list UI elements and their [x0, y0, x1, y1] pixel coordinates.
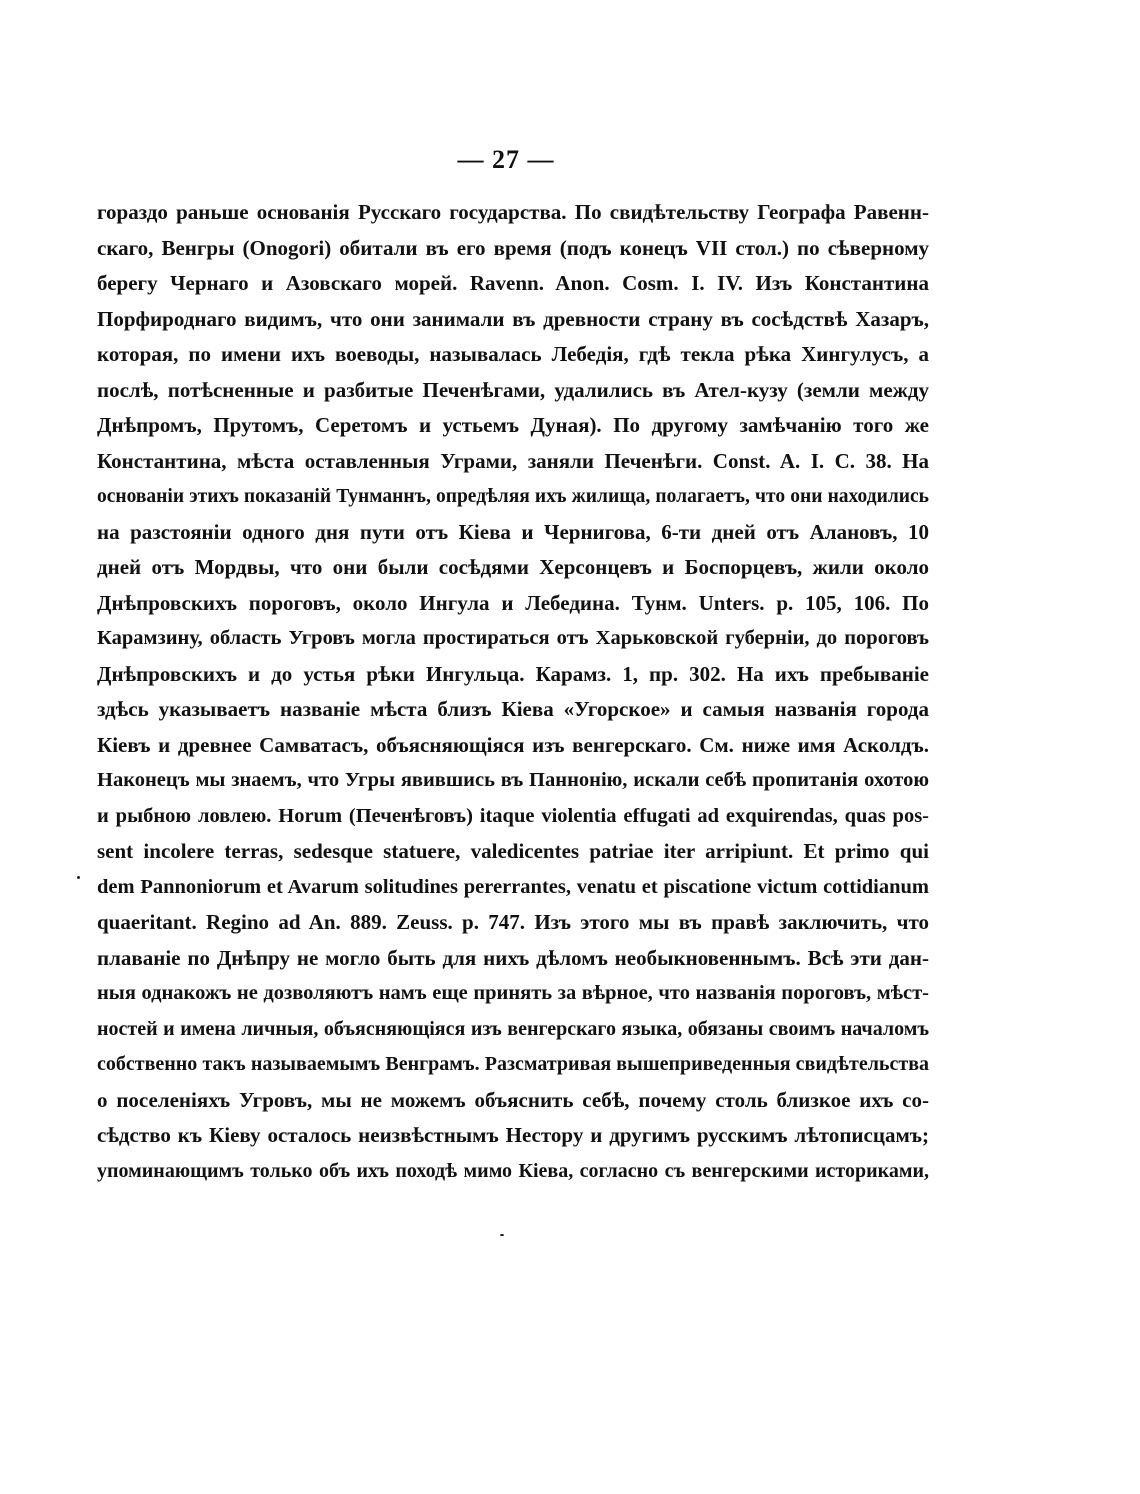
- text-line: Порфироднаго видимъ, что они занимали въ древности страну въ сосѣдствѣ Хазаръ,: [97, 306, 929, 331]
- text-line: sent incolere terras, sedesque statuere, valedicentes patriae iter arripiunt. Et primo qui: [97, 839, 929, 863]
- text-line: ныя однакожъ не дозволяютъ намъ еще принять за вѣрное, что названія пороговъ, мѣст-: [97, 982, 929, 1004]
- text-line: которая, по имени ихъ воеводы, называлась Лебедія, гдѣ текла рѣка Хингулусъ, а: [97, 342, 929, 366]
- text-line: dem Pannoniorum et Avarum solitudines pererrantes, venatu et piscatione victum cottidianum: [97, 875, 929, 898]
- text-line: Наконецъ мы знаемъ, что Угры явившись въ Паннонію, искали себѣ пропитанія охотою: [97, 769, 929, 791]
- text-line: на разстояніи одного дня пути отъ Кіева и Чернигова, 6-ти дней отъ Алановъ, 10: [97, 519, 929, 544]
- body-text: [97, 195, 929, 1189]
- text-line: здѣсь указываетъ названіе мѣста близъ Кіева «Угорское» и самыя названія города: [97, 697, 929, 721]
- text-line: о поселеніяхъ Угровъ, мы не можемъ объяснить себѣ, почему столь близкое ихъ со-: [97, 1087, 929, 1112]
- text-line: гораздо раньше основанія Русскаго государства. По свидѣтельству Географа Равенн-: [97, 200, 929, 224]
- text-line: Днѣпровскихъ и до устья рѣки Ингульца. Карамз. 1, пр. 302. На ихъ пребываніе: [97, 661, 929, 686]
- text-line: Днѣпровскихъ пороговъ, около Ингула и Лебедина. Тунм. Unters. p. 105, 106. По: [97, 590, 929, 615]
- text-line: скаго, Венгры (Onogori) обитали въ его время (подъ конецъ VII стол.) по сѣверному: [97, 235, 929, 260]
- text-line: Кіевъ и древнее Самватасъ, объясняющіяся изъ венгерскаго. См. ниже имя Асколдъ.: [97, 732, 929, 757]
- page-number: — 27 —: [457, 145, 555, 174]
- scan-mark: [77, 876, 80, 879]
- text-line: послѣ, потѣсненные и разбитые Печенѣгами, удалились въ Ател-кузу (земли между: [97, 377, 929, 402]
- text-line: собственно такъ называемымъ Венграмъ. Разсматривая вышеприведенныя свидѣтельства: [97, 1053, 929, 1075]
- text-line: ностей и имена личныя, объясняющіяся изъ венгерскаго языка, обязаны своимъ началомъ: [97, 1017, 929, 1040]
- text-line: основаніи этихъ показаній Тунманнъ, опредѣляя ихъ жилища, полагаетъ, что они находились: [97, 486, 929, 507]
- text-line: плаваніе по Днѣпру не могло быть для нихъ дѣломъ необыкновеннымъ. Всѣ эти дан-: [97, 945, 929, 970]
- text-line: берегу Чернаго и Азовскаго морей. Ravenn. Anon. Cosm. I. IV. Изъ Константина: [97, 271, 929, 295]
- text-line: Днѣпромъ, Прутомъ, Серетомъ и устьемъ Дуная). По другому замѣчанію того же: [97, 413, 929, 437]
- text-line: и рыбною ловлею. Horum (Печенѣговъ) itaque violentia effugati ad exquirendas, quas pos-: [97, 804, 929, 827]
- text-line: Карамзину, область Угровъ могла простираться отъ Харьковской губерніи, до пороговъ: [97, 627, 929, 649]
- text-line: дней отъ Мордвы, что они были сосѣдями Херсонцевъ и Боспорцевъ, жили около: [97, 555, 929, 579]
- text-line: Константина, мѣста оставленныя Уграми, заняли Печенѣги. Const. A. I. C. 38. На: [97, 448, 929, 473]
- text-line: сѣдство къ Кіеву осталось неизвѣстнымъ Нестору и другимъ русскимъ лѣтописцамъ;: [97, 1123, 929, 1147]
- text-line: упоминающимъ только объ ихъ походѣ мимо Кіева, согласно съ венгерскими историками,: [97, 1159, 929, 1182]
- scan-mark: [500, 1234, 504, 1236]
- text-line: quaeritant. Regino ad An. 889. Zeuss. p. 747. Изъ этого мы въ правѣ заключить, что: [97, 910, 929, 934]
